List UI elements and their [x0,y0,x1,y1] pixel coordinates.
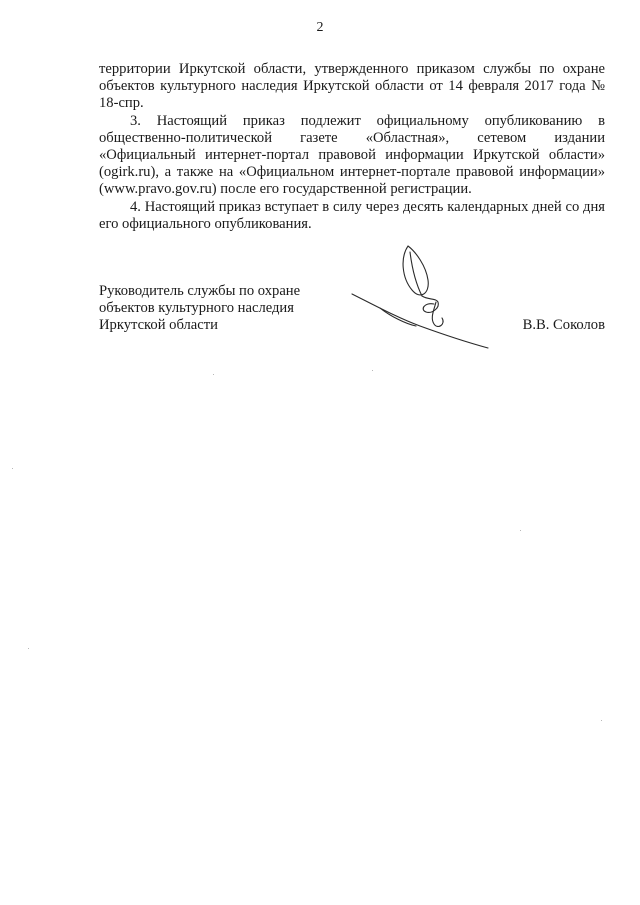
scan-speck [28,648,29,649]
paragraph-item-4: 4. Настоящий приказ вступает в силу через десять календарных дней со дня его официального опубликования. [99,198,605,232]
scan-speck [520,530,521,531]
paragraph-item-3: 3. Настоящий приказ подлежит официальному опубликованию в общественно-политической газете «Областная», сетевом издании «Официальный интернет-портал правовой информации Иркутской области» (ogirk.ru), а также на «Официальном интернет-портале правовой информации» (www.pravo.gov.ru) после его государственной регистрации. [99,112,605,198]
position-line: объектов культурного наследия [99,300,294,317]
scan-speck [213,374,214,375]
paragraph-continuation: территории Иркутской области, утвержденного приказом службы по охране объектов культурного наследия Иркутской области от 14 февраля 2017 года № 18-спр. [99,61,605,112]
scan-speck [372,370,373,371]
scan-speck [601,720,602,721]
scan-speck [12,468,13,469]
position-line: Руководитель службы по охране [99,283,301,299]
page-number: 2 [316,20,324,35]
position-line: Иркутской области [99,317,218,334]
signer-name: В.В. Соколов [522,317,605,333]
handwritten-signature [350,244,490,354]
document-body [99,61,605,233]
